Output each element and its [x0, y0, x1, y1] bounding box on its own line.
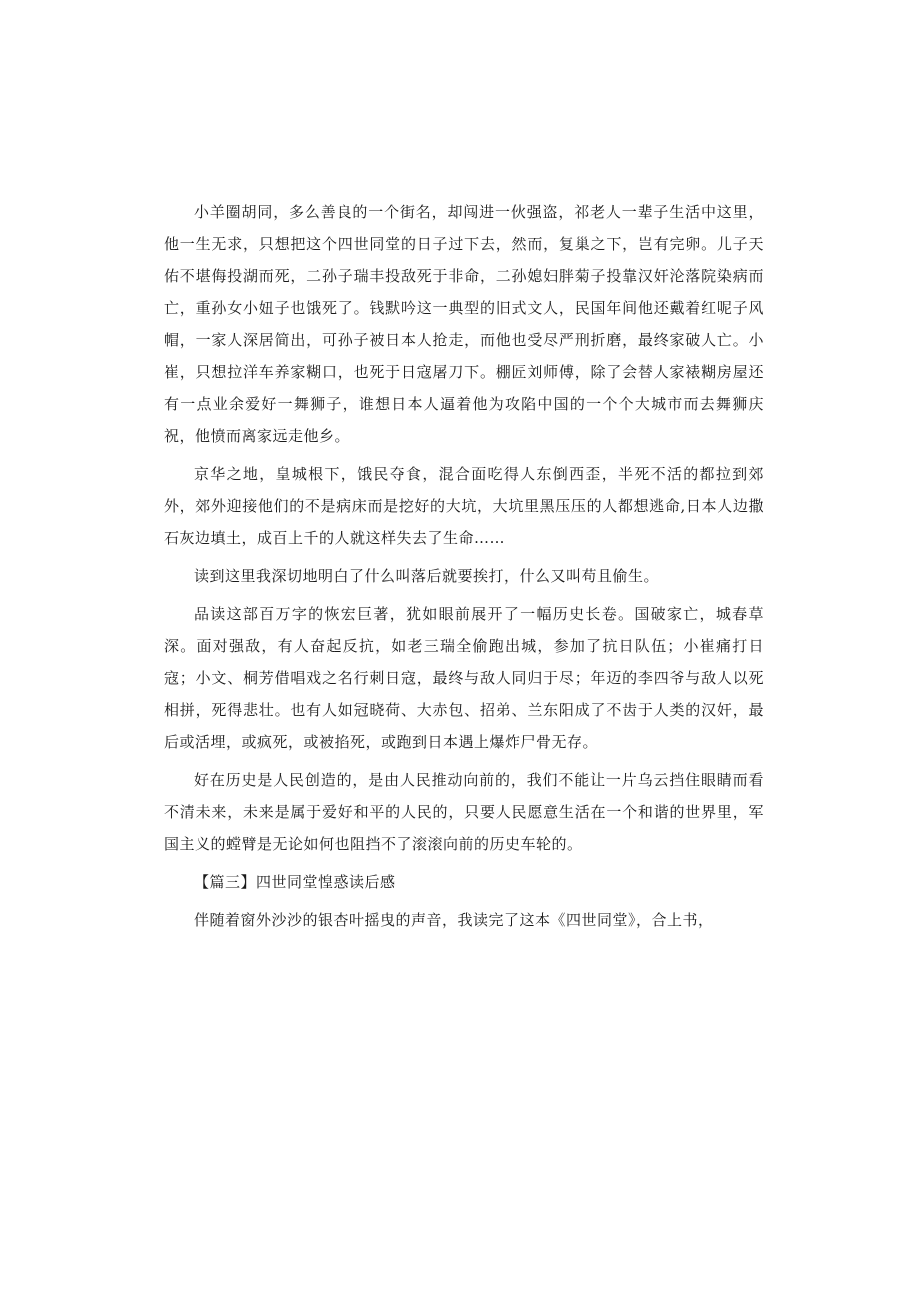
paragraph-4: 品读这部百万字的恢宏巨著，犹如眼前展开了一幅历史长卷。国破家亡，城春草深。面对强敌，有人奋起反抗，如老三瑞全偷跑出城，参加了抗日队伍；小崔痛打日寇；小文、桐芳借唱戏之名行刺日寇，最终与敌人同归于尽；年迈的李四爷与敌人以死相拼，死得悲壮。也有人如冠晓荷、大赤包、招弟、兰东阳成了不齿于人类的汉奸，最后或活埋，或疯死，或被掐死，或跑到日本遇上爆炸尸骨无存。 [164, 605, 764, 751]
paragraph-6: 伴随着窗外沙沙的银杏叶摇曳的声音，我读完了这本《四世同堂》，合上书， [194, 911, 714, 929]
paragraph-2: 京华之地，皇城根下，饿民夺食，混合面吃得人东倒西歪，半死不活的都拉到郊外，郊外迎接他们的不是病床而是挖好的大坑，大坑里黑压压的人都想逃命,日本人边撒石灰边填土，成百上千的人就这样失去了生命…… [164, 465, 764, 547]
paragraph-5: 好在历史是人民创造的，是由人民推动向前的，我们不能让一片乌云挡住眼睛而看不清未来，未来是属于爱好和平的人民的，只要人民愿意生活在一个和谐的世界里，军国主义的螳臂是无论如何也阻挡不了滚滚向前的历史车轮的。 [164, 771, 764, 853]
paragraph-3: 读到这里我深切地明白了什么叫落后就要挨打，什么又叫苟且偷生。 [194, 567, 660, 585]
paragraph-1: 小羊圈胡同，多么善良的一个街名，却闯进一伙强盗，祁老人一辈子生活中这里，他一生无求，只想把这个四世同堂的日子过下去，然而，复巢之下，岂有完卵。儿子天佑不堪侮投湖而死，二孙子瑞丰投敌死于非命，二孙媳妇胖菊子投靠汉奸沦落院染病而亡，重孙女小妞子也饿死了。钱默吟这一典型的旧式文人，民国年间他还戴着红呢子风帽，一家人深居简出，可孙子被日本人抢走，而他也受尽严刑折磨，最终家破人亡。小崔，只想拉洋车养家糊口，也死于日寇屠刀下。棚匠刘师傅，除了会替人家裱糊房屋还有一点业余爱好一舞狮子，谁想日本人逼着他为攻陷中国的一个个大城市而去舞狮庆祝，他愤而离家远走他乡。 [164, 203, 764, 445]
document-body [164, 196, 764, 942]
section-heading: 【篇三】四世同堂惶惑读后感 [194, 873, 396, 891]
